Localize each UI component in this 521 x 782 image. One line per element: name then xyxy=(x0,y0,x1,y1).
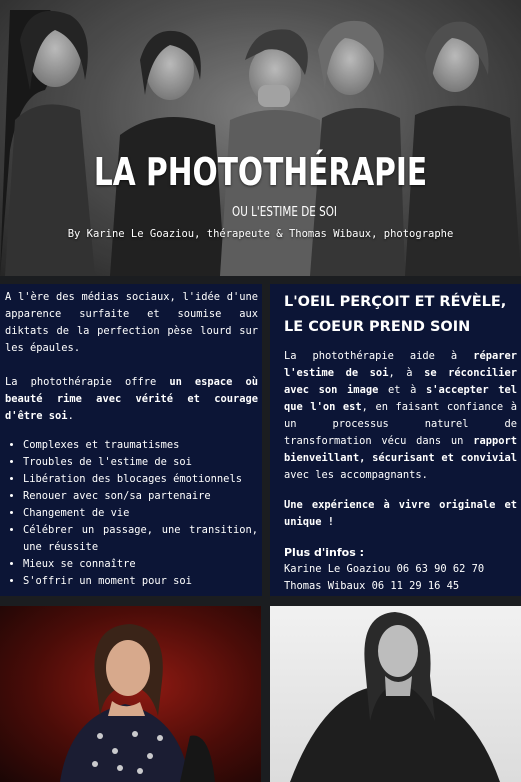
text-run: avec les accompagnants. xyxy=(284,469,428,481)
text-run: La photothérapie aide à xyxy=(284,350,474,362)
contact-heading: Plus d'infos : xyxy=(284,546,365,559)
hero-group-photo xyxy=(0,0,521,276)
offer-paragraph xyxy=(5,374,258,425)
page-subtitle: OU L'ESTIME DE SOI xyxy=(232,205,337,220)
heading-line-1: L'OEIL PERÇOIT ET RÉVÈLE, xyxy=(284,294,507,310)
portrait-karine-photo xyxy=(0,606,261,782)
list-item: • Mieux se connaître xyxy=(23,556,258,573)
portrait-illustration xyxy=(0,606,261,782)
text-run: , à xyxy=(388,367,425,379)
portrait-illustration xyxy=(270,606,521,782)
page-title: LA PHOTOTHÉRAPIE xyxy=(93,150,428,194)
description-paragraph xyxy=(284,348,517,484)
text-run: et à xyxy=(378,384,427,396)
list-item: • Renouer avec son/sa partenaire xyxy=(23,488,258,505)
list-item: • S'offrir un moment pour soi xyxy=(23,573,258,590)
benefits-list xyxy=(5,437,258,590)
contact-karine: Karine Le Goaziou 06 63 90 62 70 xyxy=(284,563,485,575)
experience-tagline: Une expérience à vivre originale et unique ! xyxy=(284,499,517,528)
text-bold: rapport bienveillant, sécurisant et convivial xyxy=(284,435,517,464)
text-bold: réparer l'estime de soi xyxy=(284,350,517,379)
list-item: • Changement de vie xyxy=(23,505,258,522)
list-item: • Célébrer un passage, une transition, une réussite xyxy=(23,522,258,556)
text-run: , en faisant confiance à un processus naturel de transformation vécu dans un xyxy=(284,401,517,447)
section-heading xyxy=(284,290,517,340)
heading-line-2: LE COEUR PREND SOIN xyxy=(284,319,471,335)
list-item: • Troubles de l'estime de soi xyxy=(23,454,258,471)
contact-thomas: Thomas Wibaux 06 11 29 16 45 xyxy=(284,580,460,592)
right-text-panel xyxy=(270,284,521,596)
offer-end: . xyxy=(67,410,74,422)
left-text-panel xyxy=(0,284,262,596)
offer-text: La photothérapie offre xyxy=(5,376,170,388)
byline: By Karine Le Goaziou, thérapeute & Thomas Wibaux, photographe xyxy=(67,228,454,240)
text-bold: s'accepter tel que l'on est xyxy=(284,384,517,413)
list-item: • Complexes et traumatismes xyxy=(23,437,258,454)
text-bold: se réconcilier avec son image xyxy=(284,367,517,396)
intro-paragraph: A l'ère des médias sociaux, l'idée d'une apparence surfaite et soumise aux diktats de la perfection pèse lourd sur les épaules. xyxy=(5,291,258,354)
offer-highlight: un espace où beauté rime avec vérité et courage d'être soi xyxy=(5,376,258,422)
portrait-thomas-photo xyxy=(270,606,521,782)
list-item: • Libération des blocages émotionnels xyxy=(23,471,258,488)
